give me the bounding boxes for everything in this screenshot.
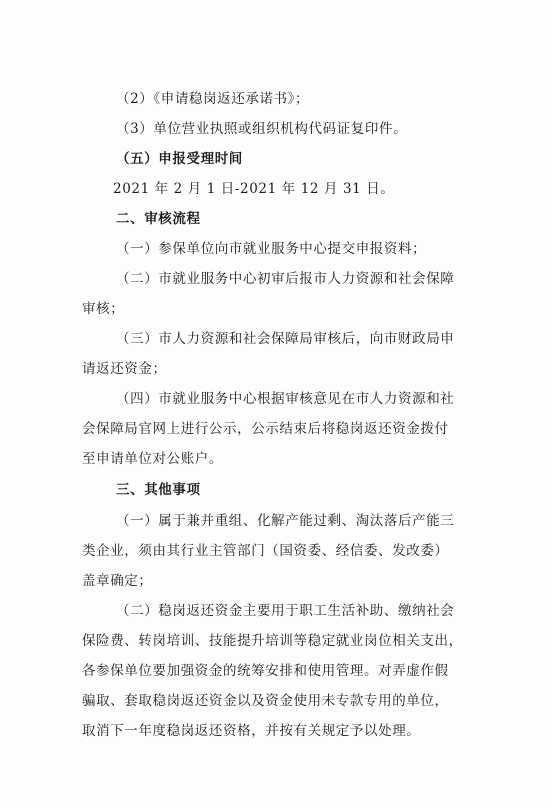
paragraph-line: 会保障局官网上进行公示，公示结束后将稳岗返还资金拨付 (82, 421, 449, 437)
paragraph-line: 审核； (82, 301, 125, 317)
paragraph-line: 取消下一年度稳岗返还资格，并按有关规定予以处理。 (82, 723, 421, 739)
section-heading: 三、其他事项 (116, 482, 201, 498)
paragraph-line: （三）市人力资源和社会保障局审核后，向市财政局申 (116, 331, 455, 347)
paragraph-line: （二）稳岗返还资金主要用于职工生活补助、缴纳社会 (116, 603, 455, 619)
paragraph-line: 至申请单位对公账户。 (82, 451, 223, 467)
paragraph-line: 骗取、套取稳岗返还资金以及资金使用未专款专用的单位， (82, 693, 449, 709)
paragraph-line: （2）《申请稳岗返还承诺书》； (116, 91, 310, 107)
paragraph-line: 类企业，须由其行业主管部门（国资委、经信委、发改委） (82, 543, 449, 559)
paragraph-line: （3）单位营业执照或组织机构代码证复印件。 (116, 121, 408, 137)
paragraph-line: （一）属于兼并重组、化解产能过剩、淘汰落后产能三 (116, 513, 455, 529)
paragraph-line: 请返还资金； (82, 361, 167, 377)
paragraph-line: （二）市就业服务中心初审后报市人力资源和社会保障 (116, 271, 455, 287)
paragraph-line: （四）市就业服务中心根据审核意见在市人力资源和社 (116, 391, 455, 407)
paragraph-line: 盖章确定； (82, 573, 153, 589)
section-heading: 二、审核流程 (116, 211, 201, 227)
section-subheading: （五）申报受理时间 (116, 151, 243, 167)
paragraph-line: 各参保单位要加强资金的统筹安排和使用管理。对弄虚作假 (82, 663, 449, 679)
paragraph-line: 2021 年 2 月 1 日-2021 年 12 月 31 日。 (113, 181, 395, 197)
paragraph-line: 保险费、转岗培训、技能提升培训等稳定就业岗位相关支出， (82, 633, 463, 649)
paragraph-line: （一）参保单位向市就业服务中心提交申报资料； (116, 241, 427, 257)
